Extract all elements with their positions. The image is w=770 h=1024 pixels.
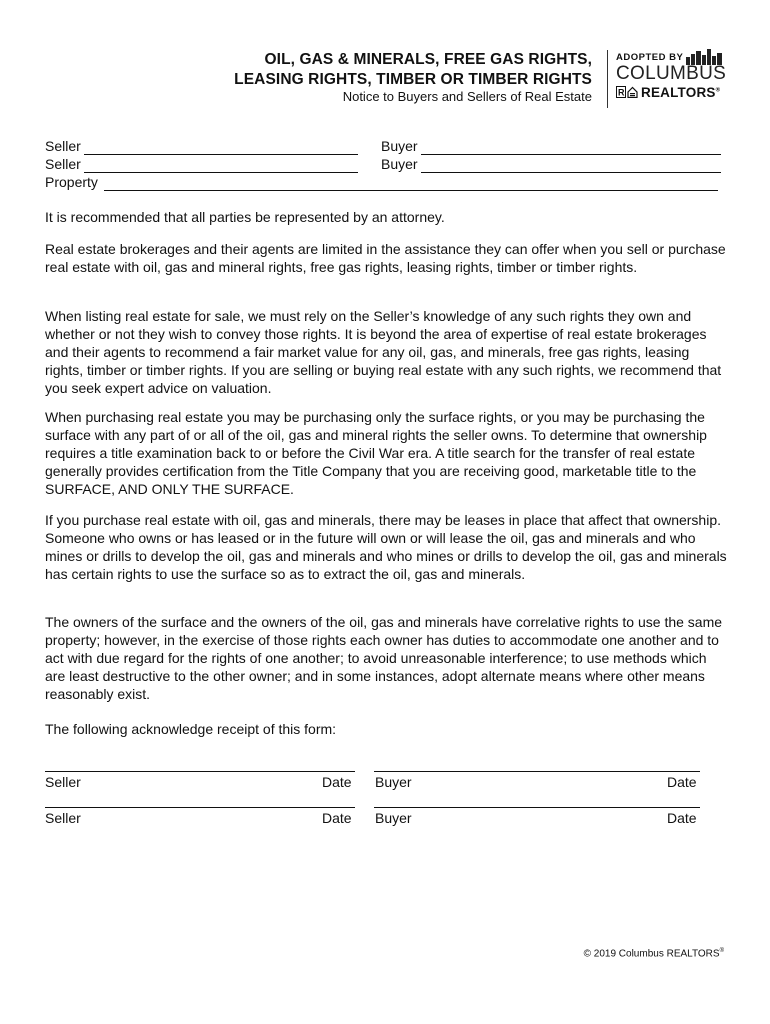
columbus-realtors-logo <box>616 48 728 104</box>
title-line-1: OIL, GAS & MINERALS, FREE GAS RIGHTS, <box>264 51 592 68</box>
seller-1-input-line[interactable] <box>84 140 358 155</box>
columbus-wordmark: COLUMBUS <box>616 63 727 84</box>
seller-label: Seller <box>45 156 81 172</box>
date-label: Date <box>667 774 697 790</box>
buyer-1-signature-line[interactable] <box>374 771 700 772</box>
paragraph-leases: If you purchase real estate with oil, gas and minerals, there may be leases in place that affect that ownership. Someone who owns or has leased or in the future will own or will lease the oil, gas and minerals and who mines or drills to develop the oil, gas and minerals and who mines or drills to develop the oil, gas and minerals has certain rights to use the surface so as to extract the oil, gas and minerals. <box>45 512 727 582</box>
realtor-equal-housing-icon <box>616 86 638 98</box>
paragraph-purchasing: When purchasing real estate you may be purchasing only the surface rights, or you may be purchasing the surface with any part of or all of the oil, gas and mineral rights the seller owns. To determine that ownership requires a title examination back to or before the Civil War era. A title search for the transfer of real estate generally provides certification from the Title Company that you are receiving good, marketable title to the SURFACE, AND ONLY THE SURFACE. <box>45 409 707 497</box>
date-label: Date <box>667 810 697 826</box>
buyer-field-2 <box>381 155 721 173</box>
document-title <box>120 50 592 90</box>
seller-2-signature-line[interactable] <box>45 807 355 808</box>
buyer-1-input-line[interactable] <box>421 140 721 155</box>
realtors-row <box>616 85 720 99</box>
property-label: Property <box>45 174 98 190</box>
buyer-label: Buyer <box>381 156 418 172</box>
paragraph-listing: When listing real estate for sale, we must rely on the Seller’s knowledge of any such rights they own and whether or not they wish to convey those rights. It is beyond the area of expertise of real estate brokerages and their agents to recommend a fair market value for any oil, gas, and minerals, free gas rights, leasing rights, timber or timber rights. If you are selling or buying real estate with any such rights, we recommend that you seek expert advice on valuation. <box>45 308 722 396</box>
title-line-2: LEASING RIGHTS, TIMBER OR TIMBER RIGHTS <box>234 71 592 88</box>
seller-signature-label: Seller <box>45 810 81 826</box>
document-subtitle: Notice to Buyers and Sellers of Real Estate <box>342 89 592 104</box>
realtors-wordmark: REALTORS® <box>641 84 721 100</box>
acknowledgement-text: The following acknowledge receipt of this form: <box>45 721 337 737</box>
buyer-signature-label: Buyer <box>375 810 412 826</box>
property-input-line[interactable] <box>104 176 718 191</box>
seller-field-1 <box>45 137 358 155</box>
copyright-footer: © 2019 Columbus REALTORS® <box>583 948 724 960</box>
logo-divider <box>607 50 608 108</box>
svg-text:R: R <box>618 87 625 98</box>
seller-1-signature-line[interactable] <box>45 771 355 772</box>
seller-label: Seller <box>45 138 81 154</box>
date-label: Date <box>322 810 352 826</box>
paragraph-attorney: It is recommended that all parties be represented by an attorney. <box>45 209 445 225</box>
seller-field-2 <box>45 155 358 173</box>
seller-signature-label: Seller <box>45 774 81 790</box>
buyer-2-input-line[interactable] <box>421 158 721 173</box>
buyer-field-1 <box>381 137 721 155</box>
property-field <box>45 173 718 191</box>
seller-2-input-line[interactable] <box>84 158 358 173</box>
date-label: Date <box>322 774 352 790</box>
buyer-label: Buyer <box>381 138 418 154</box>
paragraph-limitations: Real estate brokerages and their agents are limited in the assistance they can offer when you sell or purchase real estate with oil, gas and mineral rights, free gas rights, leasing rights, timber or timber rights. <box>45 241 726 275</box>
paragraph-correlative-rights: The owners of the surface and the owners of the oil, gas and minerals have correlative rights to use the same property; however, in the exercise of those rights each owner has duties to accommodate one another and to act with due regard for the rights of one another; to avoid unreasonable interference; to use methods which are least destructive to the other owner; and in some instances, adopt alternate means where other means reasonably exist. <box>45 614 723 702</box>
adopted-by-label: ADOPTED BY <box>616 52 684 63</box>
buyer-signature-label: Buyer <box>375 774 412 790</box>
buyer-2-signature-line[interactable] <box>374 807 700 808</box>
